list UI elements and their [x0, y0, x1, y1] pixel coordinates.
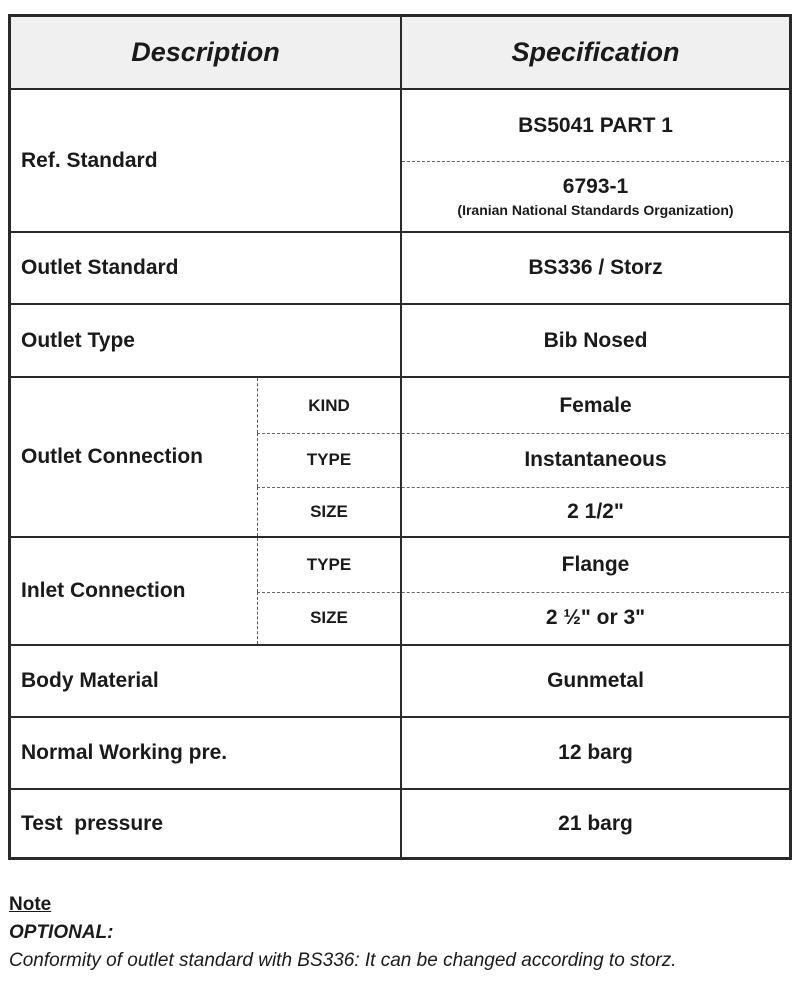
outlet-standard-label: Outlet Standard — [21, 256, 179, 279]
table-row-outlet-standard — [11, 233, 789, 305]
note-text: Conformity of outlet standard with BS336: It can be changed according to storz. — [9, 950, 677, 971]
inlet-connection-size-key: SIZE — [257, 592, 400, 644]
inlet-connection-size-value: 2 ½" or 3" — [545, 606, 646, 629]
header-specification: Specification — [511, 37, 680, 67]
specification-table — [8, 14, 792, 860]
inlet-connection-label: Inlet Connection — [21, 579, 186, 602]
table-row-test-pressure — [11, 790, 789, 857]
table-row-inlet-connection — [11, 538, 789, 646]
outlet-connection-type-value: Instantaneous — [524, 448, 667, 471]
table-row-outlet-connection — [11, 378, 789, 538]
table-row-ref-standard — [11, 90, 789, 233]
ref-standard-value-2-note: (Iranian National Standards Organization) — [457, 202, 734, 218]
table-header-row — [11, 17, 789, 90]
outlet-standard-value: BS336 / Storz — [528, 256, 663, 279]
normal-working-value: 12 barg — [558, 741, 633, 764]
note-title: Note — [9, 894, 52, 915]
inlet-connection-type-key: TYPE — [257, 538, 400, 592]
note-section — [9, 891, 801, 975]
body-material-value: Gunmetal — [547, 669, 644, 692]
outlet-connection-size-key: SIZE — [257, 487, 400, 536]
header-description: Description — [131, 37, 280, 67]
outlet-type-label: Outlet Type — [21, 328, 135, 352]
ref-standard-value-1: BS5041 PART 1 — [518, 113, 673, 137]
body-material-label: Body Material — [21, 669, 159, 692]
test-pressure-label: Test pressure — [21, 811, 164, 835]
outlet-connection-kind-key: KIND — [257, 378, 400, 433]
inlet-connection-type-value: Flange — [561, 553, 630, 576]
outlet-connection-size-value: 2 1/2" — [567, 499, 624, 523]
table-row-outlet-type — [11, 305, 789, 378]
outlet-connection-label: Outlet Connection — [21, 445, 203, 468]
outlet-connection-kind-value: Female — [559, 393, 632, 417]
ref-standard-label: Ref. Standard — [21, 148, 158, 172]
outlet-type-value: Bib Nosed — [543, 328, 648, 352]
normal-working-label: Normal Working pre. — [21, 741, 228, 764]
ref-standard-value-2: 6793-1 — [562, 175, 629, 198]
outlet-connection-type-key: TYPE — [257, 433, 400, 487]
table-row-body-material — [11, 646, 789, 718]
table-row-normal-working — [11, 718, 789, 790]
test-pressure-value: 21 barg — [558, 811, 633, 835]
note-optional-label: OPTIONAL: — [9, 922, 114, 943]
ref-standard-value-2-cell — [402, 162, 789, 231]
